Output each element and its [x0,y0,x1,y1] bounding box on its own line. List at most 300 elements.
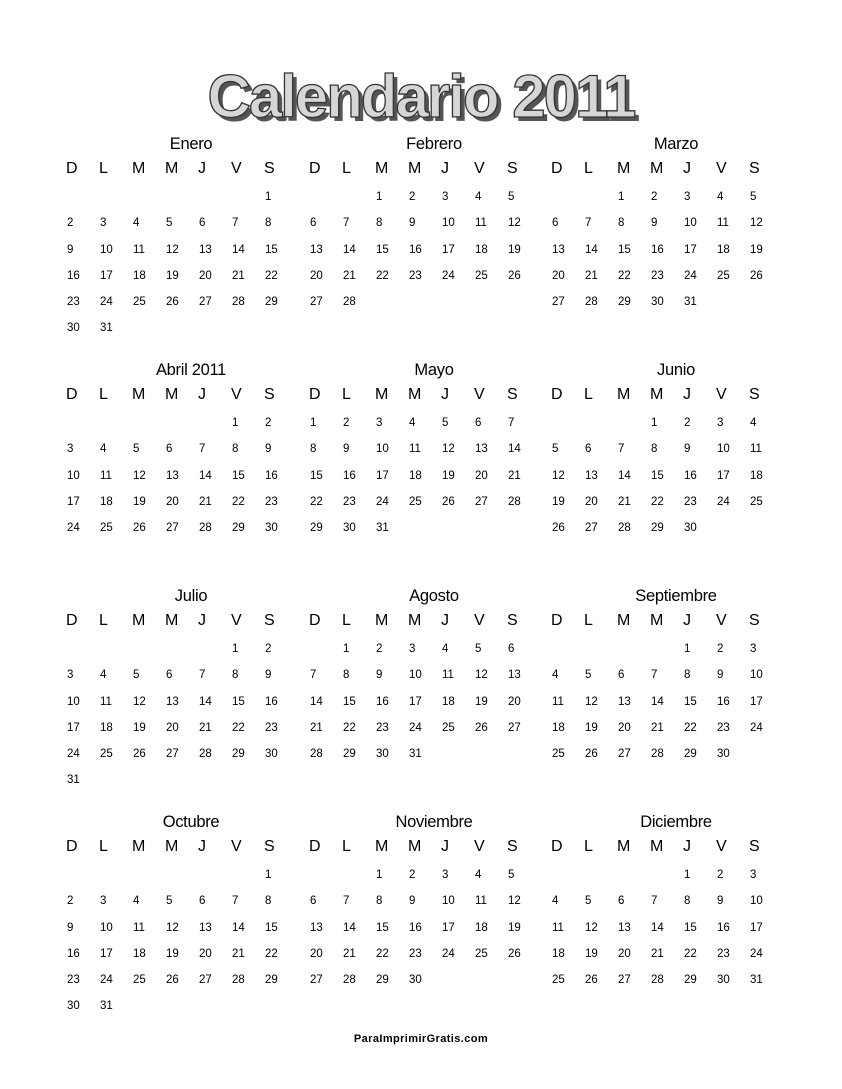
day-cell: 14 [508,443,521,456]
day-cell [93,184,126,210]
day-cell [93,410,126,436]
day-cell: 13 [310,921,323,934]
day-cell: 13 [166,695,179,708]
day-cell: 16 [409,921,422,934]
day-cell: 3 [750,869,757,881]
day-cell: 18 [409,469,422,482]
week-row [60,888,292,914]
day-cell [501,289,534,315]
month-block [303,358,535,541]
day-cell: 22 [376,269,389,282]
day-cell [93,767,126,793]
week-row [545,463,777,489]
day-cell: 15 [232,695,245,708]
day-cell: 2 [67,895,74,908]
day-cell: 5 [133,443,140,456]
month-block [303,584,535,767]
day-cell [258,993,291,1019]
weekday-header-row [60,158,292,184]
weekday-label: M [617,386,631,403]
day-cell: 15 [310,469,323,482]
month-block [303,132,535,315]
day-cell: 14 [651,695,664,708]
day-cell: 4 [750,417,757,429]
day-cell: 28 [343,974,356,987]
day-cell: 18 [133,269,146,282]
weekday-label: L [584,612,593,629]
day-cell: 9 [651,217,658,230]
day-cell: 9 [717,669,724,682]
day-cell: 15 [684,921,697,934]
day-cell: 25 [442,721,455,734]
day-cell [126,993,159,1019]
week-row [60,993,292,1019]
day-cell: 19 [442,469,455,482]
day-cell: 23 [376,721,389,734]
week-row [545,410,777,436]
day-cell [192,636,225,662]
week-row [303,741,535,767]
day-cell: 29 [265,296,278,309]
day-cell: 29 [232,522,245,535]
week-row [303,662,535,688]
week-row [545,741,777,767]
day-cell: 5 [166,895,173,908]
day-cell: 18 [750,469,763,482]
day-cell: 26 [508,269,521,282]
day-cell [710,515,743,541]
day-cell: 5 [442,417,449,429]
day-cell: 1 [684,869,691,881]
day-cell: 17 [442,921,455,934]
day-cell: 22 [684,721,697,734]
day-cell [611,636,644,662]
day-cell: 10 [442,895,455,908]
weekday-label: M [375,160,389,177]
day-cell: 22 [265,269,278,282]
day-cell: 15 [684,695,697,708]
day-cell [225,993,258,1019]
day-cell: 1 [232,643,239,655]
day-cell: 23 [684,495,697,508]
day-cell: 25 [475,269,488,282]
day-cell: 31 [100,1000,113,1013]
day-cell: 7 [199,443,206,456]
day-cell: 21 [651,721,664,734]
day-cell: 31 [100,322,113,335]
day-cell: 10 [67,695,80,708]
day-cell: 3 [67,669,74,682]
day-cell: 19 [508,243,521,256]
day-cell: 25 [100,522,113,535]
day-cell: 3 [100,217,107,230]
day-cell: 23 [409,269,422,282]
week-row [60,289,292,315]
day-cell: 9 [376,669,383,682]
day-cell [258,315,291,341]
day-cell: 2 [409,869,416,881]
weekday-label: L [584,838,593,855]
week-row [303,184,535,210]
day-cell: 9 [265,669,272,682]
day-cell: 15 [618,243,631,256]
day-cell: 7 [618,443,625,456]
day-cell: 18 [475,921,488,934]
week-row [303,715,535,741]
day-cell [60,636,93,662]
day-cell: 26 [552,522,565,535]
day-cell: 11 [133,243,145,256]
day-cell: 4 [133,217,140,230]
day-cell: 13 [618,921,631,934]
weekday-label: J [441,838,449,855]
day-cell: 24 [442,269,455,282]
day-cell: 6 [552,217,559,230]
day-cell [126,862,159,888]
day-cell: 3 [376,417,383,429]
day-cell: 14 [310,695,323,708]
day-cell [126,410,159,436]
week-row [60,767,292,793]
day-cell [192,315,225,341]
month-name: Agosto [409,587,459,605]
day-cell: 15 [265,921,278,934]
day-cell: 12 [166,921,179,934]
day-cell: 11 [552,695,564,708]
day-cell: 4 [442,643,449,655]
day-cell: 8 [684,669,691,682]
week-row [303,862,535,888]
day-cell: 20 [475,469,488,482]
day-cell: 22 [310,495,323,508]
day-cell: 13 [475,443,488,456]
month-block [545,584,777,767]
week-row [545,967,777,993]
week-row [60,915,292,941]
day-cell: 13 [618,695,631,708]
day-cell [303,636,336,662]
day-cell [545,410,578,436]
day-cell [93,636,126,662]
day-cell: 26 [585,748,598,761]
weekday-label: M [408,386,422,403]
week-row [545,862,777,888]
day-cell: 15 [232,469,245,482]
day-cell: 1 [651,417,658,429]
day-cell: 23 [717,721,730,734]
weekday-label: J [683,838,691,855]
weekday-label: J [683,612,691,629]
day-cell: 31 [409,748,422,761]
day-cell: 28 [232,974,245,987]
weekday-label: M [375,386,389,403]
day-cell [126,767,159,793]
weekday-label: V [474,838,485,855]
month-block [545,132,777,315]
day-cell: 31 [684,296,697,309]
day-cell [402,289,435,315]
weekday-label: D [66,160,78,177]
day-cell: 11 [409,443,421,456]
day-cell [710,289,743,315]
day-cell: 15 [265,243,278,256]
day-cell: 14 [651,921,664,934]
day-cell: 15 [343,695,356,708]
weekday-label: M [650,612,664,629]
weekday-label: S [749,386,760,403]
day-cell: 28 [343,296,356,309]
weekday-header-row [60,610,292,636]
day-cell [303,184,336,210]
weekday-label: J [441,386,449,403]
day-cell: 6 [618,895,625,908]
day-cell: 6 [585,443,592,456]
day-cell: 18 [552,947,565,960]
weekday-label: M [165,838,179,855]
day-cell: 19 [585,947,598,960]
day-cell: 10 [100,243,113,256]
day-cell: 12 [585,921,598,934]
day-cell [369,289,402,315]
week-row [60,515,292,541]
day-cell: 8 [684,895,691,908]
week-row [303,489,535,515]
day-cell: 8 [232,669,239,682]
day-cell: 27 [475,495,488,508]
day-cell: 1 [310,417,317,429]
day-cell: 9 [717,895,724,908]
day-cell: 28 [232,296,245,309]
day-cell: 18 [717,243,730,256]
month-name: Diciembre [640,813,712,831]
day-cell: 13 [508,669,521,682]
day-cell: 30 [717,974,730,987]
day-cell: 17 [376,469,389,482]
day-cell: 14 [585,243,598,256]
day-cell: 6 [475,417,482,429]
weekday-header-row [545,158,777,184]
week-row [60,237,292,263]
day-cell: 21 [199,495,212,508]
day-cell [126,315,159,341]
day-cell: 28 [618,522,631,535]
weekday-label: D [66,612,78,629]
weekday-label: M [165,160,179,177]
day-cell: 19 [166,947,179,960]
weekday-label: D [551,838,563,855]
day-cell: 23 [265,721,278,734]
day-cell [578,410,611,436]
month-block [60,584,292,794]
weekday-label: J [198,160,206,177]
weekday-label: M [165,612,179,629]
day-cell: 25 [552,974,565,987]
day-cell: 12 [552,469,565,482]
day-cell: 20 [310,269,323,282]
week-row [545,184,777,210]
day-cell: 1 [343,643,350,655]
day-cell: 11 [133,921,145,934]
day-cell: 28 [199,522,212,535]
week-row [60,715,292,741]
day-cell: 15 [651,469,664,482]
weekday-label: D [309,612,321,629]
day-cell: 31 [67,774,80,787]
day-cell [743,289,776,315]
day-cell: 10 [684,217,697,230]
day-cell: 23 [343,495,356,508]
week-row [60,662,292,688]
day-cell: 2 [717,869,724,881]
weekday-label: V [231,612,242,629]
day-cell: 30 [376,748,389,761]
day-cell [60,410,93,436]
weekday-label: J [683,386,691,403]
day-cell: 18 [552,721,565,734]
day-cell [578,184,611,210]
day-cell: 5 [585,895,592,908]
month-block [60,132,292,342]
weekday-label: L [99,386,108,403]
day-cell: 1 [684,643,691,655]
day-cell [611,410,644,436]
day-cell [611,862,644,888]
week-row [60,436,292,462]
day-cell: 5 [133,669,140,682]
day-cell: 8 [265,217,272,230]
day-cell: 27 [552,296,565,309]
weekday-label: V [716,386,727,403]
day-cell: 12 [166,243,179,256]
day-cell: 3 [67,443,74,456]
day-cell: 16 [67,269,80,282]
weekday-label: V [231,838,242,855]
day-cell: 25 [409,495,422,508]
day-cell: 24 [717,495,730,508]
day-cell: 19 [133,495,146,508]
day-cell [159,315,192,341]
day-cell [743,515,776,541]
day-cell: 14 [618,469,631,482]
week-row [60,636,292,662]
weekday-label: S [264,386,275,403]
day-cell: 8 [376,895,383,908]
day-cell: 23 [409,947,422,960]
day-cell: 18 [133,947,146,960]
weekday-label: L [584,386,593,403]
week-row [60,741,292,767]
day-cell: 3 [100,895,107,908]
day-cell: 27 [166,522,179,535]
day-cell: 24 [376,495,389,508]
weekday-label: S [749,838,760,855]
day-cell: 21 [343,269,356,282]
day-cell: 26 [133,748,146,761]
day-cell: 11 [442,669,454,682]
day-cell [192,767,225,793]
day-cell: 14 [199,695,212,708]
day-cell: 2 [717,643,724,655]
day-cell: 5 [508,869,515,881]
day-cell: 20 [552,269,565,282]
day-cell: 5 [166,217,173,230]
month-name: Julio [174,587,208,605]
weekday-label: M [617,160,631,177]
day-cell: 25 [717,269,730,282]
day-cell: 25 [133,296,146,309]
day-cell: 2 [67,217,74,230]
day-cell: 9 [265,443,272,456]
month-name: Junio [657,361,695,379]
day-cell: 28 [199,748,212,761]
week-row [545,263,777,289]
week-row [545,662,777,688]
day-cell: 16 [409,243,422,256]
day-cell: 17 [750,921,763,934]
weekday-label: J [198,838,206,855]
day-cell: 30 [265,748,278,761]
day-cell: 16 [376,695,389,708]
day-cell: 28 [651,974,664,987]
day-cell: 18 [442,695,455,708]
weekday-label: J [198,386,206,403]
day-cell: 17 [717,469,730,482]
weekday-label: M [408,160,422,177]
day-cell: 22 [618,269,631,282]
day-cell: 12 [508,895,521,908]
day-cell: 22 [232,495,245,508]
day-cell: 17 [67,721,80,734]
day-cell: 21 [232,947,245,960]
weekday-label: L [342,160,351,177]
week-row [60,263,292,289]
day-cell [468,741,501,767]
day-cell: 4 [409,417,416,429]
day-cell [644,636,677,662]
weekday-label: L [342,612,351,629]
weekday-label: M [617,612,631,629]
day-cell [468,967,501,993]
day-cell: 7 [343,895,350,908]
day-cell: 6 [166,443,173,456]
day-cell [501,741,534,767]
day-cell: 2 [265,643,272,655]
week-row [545,941,777,967]
weekday-label: L [99,838,108,855]
day-cell: 6 [199,895,206,908]
day-cell: 9 [684,443,691,456]
day-cell: 19 [166,269,179,282]
month-block [60,358,292,541]
day-cell: 2 [343,417,350,429]
day-cell: 22 [376,947,389,960]
day-cell: 16 [265,695,278,708]
day-cell: 2 [409,191,416,203]
week-row [545,210,777,236]
day-cell [159,862,192,888]
day-cell: 5 [475,643,482,655]
day-cell: 10 [376,443,389,456]
day-cell: 24 [684,269,697,282]
week-row [545,237,777,263]
day-cell: 1 [265,191,272,203]
day-cell: 24 [750,947,763,960]
day-cell: 28 [585,296,598,309]
day-cell: 10 [100,921,113,934]
weekday-label: S [507,838,518,855]
weekday-header-row [545,836,777,862]
day-cell: 8 [265,895,272,908]
